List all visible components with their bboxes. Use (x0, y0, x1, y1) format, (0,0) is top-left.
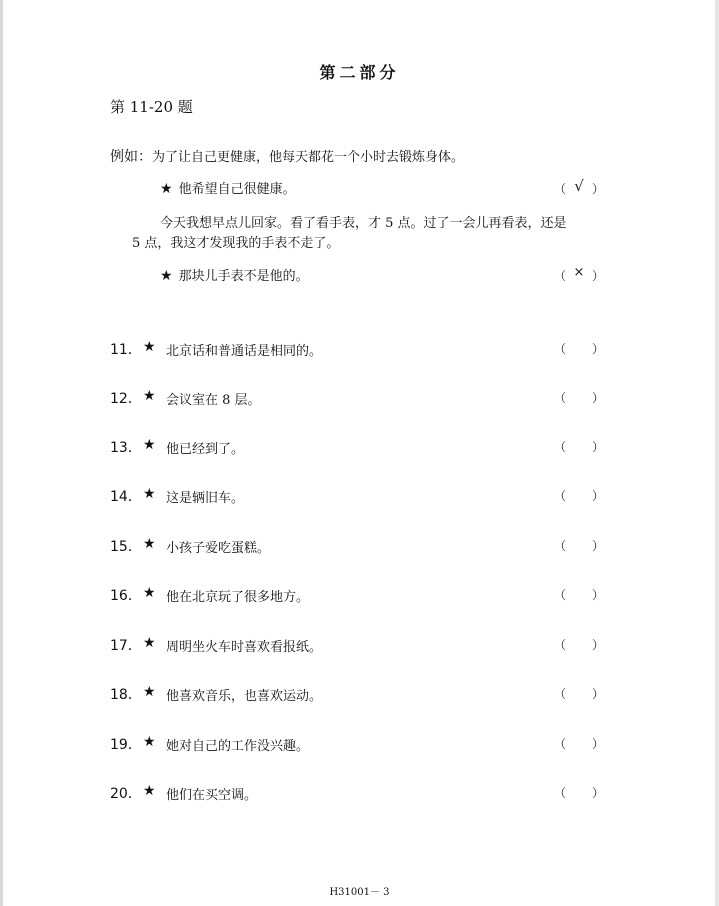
passage-line: 今天我想早点儿回家。看了看手表，才 5 点。过了一会儿再看表，还是 (160, 216, 567, 231)
question-statement: 他们在买空调。 (166, 788, 258, 803)
passage-line: 5 点，我这才发现我的手表不走了。 (132, 236, 340, 251)
example-sentence-text: 为了让自己更健康，他每天都花一个小时去锻炼身体。 (152, 150, 465, 165)
question-statement: 北京话和普通话是相同的。 (166, 344, 323, 359)
paren-open: （ (554, 638, 567, 652)
question-row-12 (110, 388, 610, 410)
page-edge (0, 0, 3, 906)
example-statement-text: 那块儿手表不是他的。 (178, 269, 309, 284)
paren-open: （ (554, 539, 567, 553)
question-number: 16． (110, 588, 142, 604)
question-statement: 她对自己的工作没兴趣。 (166, 739, 310, 754)
question-row-20 (110, 783, 610, 805)
example-statement-1 (160, 178, 296, 197)
question-row-15 (110, 536, 610, 558)
question-number: 17． (110, 638, 142, 654)
question-statement: 这是辆旧车。 (166, 491, 245, 506)
question-number: 11． (110, 342, 142, 358)
question-number: 13． (110, 440, 142, 456)
question-row-16 (110, 585, 610, 607)
example-label: 例如： (110, 149, 152, 165)
paren-open: （ (554, 687, 567, 701)
question-number: 19． (110, 737, 142, 753)
question-row-17 (110, 635, 610, 657)
star-icon: ★ (143, 486, 156, 502)
star-icon: ★ (160, 181, 173, 197)
question-statement: 会议室在 8 层。 (166, 393, 261, 408)
checkmark-icon: √ (574, 177, 584, 195)
example-statement-2 (160, 265, 309, 284)
paren-close: ） (591, 638, 604, 652)
paren-close: ） (591, 342, 604, 356)
question-row-19 (110, 734, 610, 756)
paren-open: （ (554, 588, 567, 602)
example-passage (132, 214, 612, 254)
paren-close: ） (591, 440, 604, 454)
paren-close: ） (591, 786, 604, 800)
question-statement: 他喜欢音乐，也喜欢运动。 (166, 689, 323, 704)
question-statement: 他已经到了。 (166, 442, 245, 457)
star-icon: ★ (143, 388, 156, 404)
question-number: 14． (110, 489, 142, 505)
paren-open: （ (554, 269, 567, 283)
question-range-heading: 第 11-20 题 (110, 98, 193, 116)
example-sentence (110, 146, 464, 166)
paren-open: （ (554, 737, 567, 751)
page-edge (715, 0, 719, 906)
paren-close: ） (591, 588, 604, 602)
question-row-14 (110, 486, 610, 508)
section-title: 第二部分 (319, 63, 400, 82)
star-icon: ★ (143, 585, 156, 601)
star-icon: ★ (143, 536, 156, 552)
question-statement: 小孩子爱吃蛋糕。 (166, 541, 271, 556)
question-number: 18． (110, 687, 142, 703)
paren-open: （ (554, 182, 567, 196)
paren-close: ） (591, 687, 604, 701)
star-icon: ★ (143, 684, 156, 700)
question-row-18 (110, 684, 610, 706)
question-row-11 (110, 339, 610, 361)
paren-open: （ (554, 489, 567, 503)
question-number: 12． (110, 391, 142, 407)
paren-close: ） (591, 269, 604, 283)
paren-close: ） (591, 489, 604, 503)
example-statement-text: 他希望自己很健康。 (178, 182, 296, 197)
paren-close: ） (591, 737, 604, 751)
question-statement: 他在北京玩了很多地方。 (166, 590, 310, 605)
star-icon: ★ (160, 268, 173, 284)
question-statement: 周明坐火车时喜欢看报纸。 (166, 640, 323, 655)
paren-close: ） (591, 182, 604, 196)
star-icon: ★ (143, 734, 156, 750)
star-icon: ★ (143, 437, 156, 453)
star-icon: ★ (143, 783, 156, 799)
paren-open: （ (554, 440, 567, 454)
question-number: 20． (110, 786, 142, 802)
star-icon: ★ (143, 339, 156, 355)
paren-open: （ (554, 391, 567, 405)
paren-close: ） (591, 539, 604, 553)
question-row-13 (110, 437, 610, 459)
paren-open: （ (554, 786, 567, 800)
page-footer: H31001－ 3 (329, 887, 390, 898)
star-icon: ★ (143, 635, 156, 651)
paren-close: ） (591, 391, 604, 405)
cross-icon: × (573, 265, 585, 280)
paren-open: （ (554, 342, 567, 356)
question-number: 15． (110, 539, 142, 555)
